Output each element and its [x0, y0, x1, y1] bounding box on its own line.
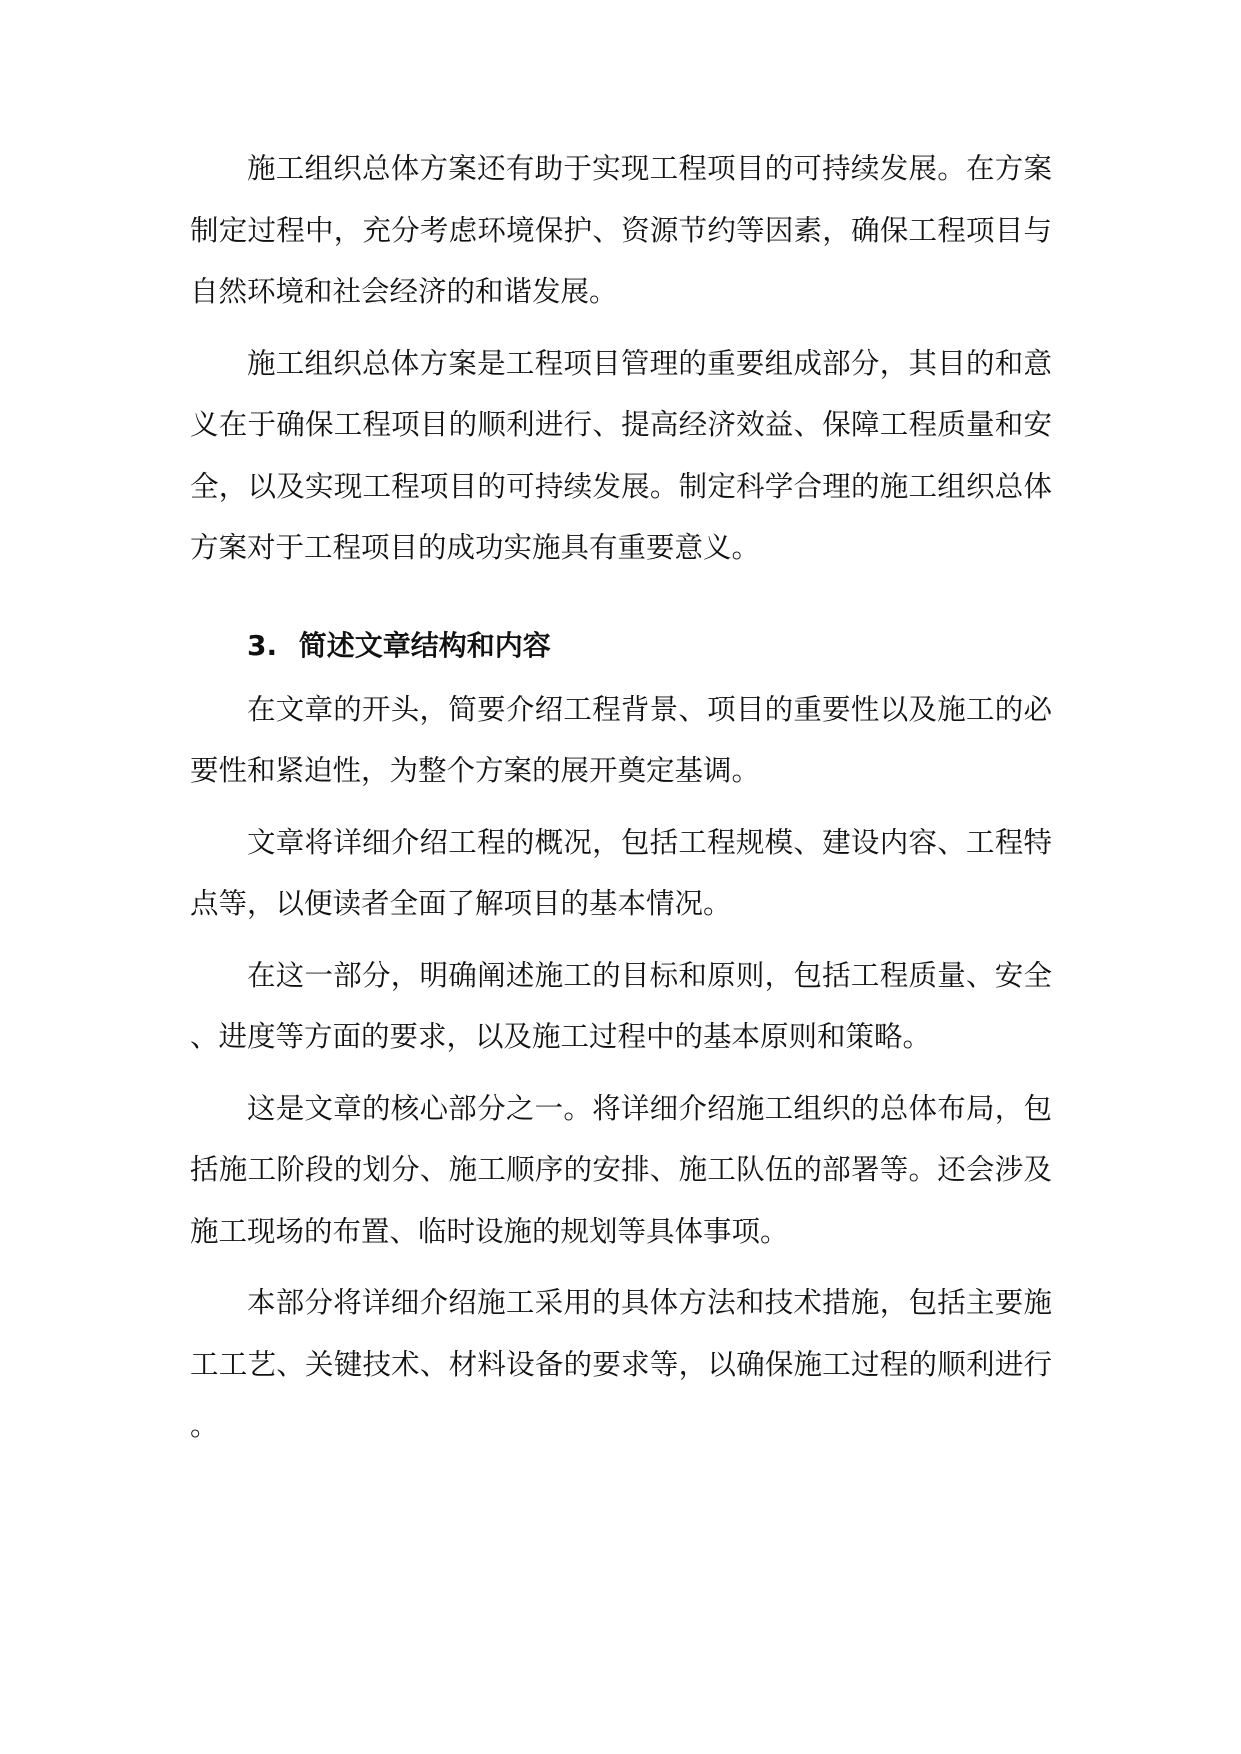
paragraph-goals-principles: 在这一部分，明确阐述施工的目标和原则，包括工程质量、安全、进度等方面的要求，以及施工过程中的基本原则和策略。 — [190, 958, 1052, 1053]
paragraph-plan-significance: 施工组织总体方案是工程项目管理的重要组成部分，其目的和意义在于确保工程项目的顺利进行、提高经济效益、保障工程质量和安全，以及实现工程项目的可持续发展。制定科学合理的施工组织总体方案对于工程项目的成功实施具有重要意义。 — [190, 346, 1052, 564]
section-title: 简述文章结构和内容 — [298, 628, 551, 662]
document-body — [190, 138, 1052, 1457]
section-heading — [190, 615, 1052, 679]
paragraph-overall-layout: 这是文章的核心部分之一。将详细介绍施工组织的总体布局，包括施工阶段的划分、施工顺序的安排、施工队伍的部署等。还会涉及施工现场的布置、临时设施的规划等具体事项。 — [190, 1091, 1052, 1248]
paragraph-methods-techniques: 本部分将详细介绍施工采用的具体方法和技术措施，包括主要施工工艺、关键技术、材料设备的要求等，以确保施工过程的顺利进行。 — [190, 1286, 1052, 1442]
paragraph-sustainable-development: 施工组织总体方案还有助于实现工程项目的可持续发展。在方案制定过程中，充分考虑环境保护、资源节约等因素，确保工程项目与自然环境和社会经济的和谐发展。 — [190, 152, 1052, 308]
section-number: 3. — [247, 628, 278, 662]
paragraph-introduction: 在文章的开头，简要介绍工程背景、项目的重要性以及施工的必要性和紧迫性，为整个方案的展开奠定基调。 — [190, 692, 1052, 787]
paragraph-project-overview: 文章将详细介绍工程的概况，包括工程规模、建设内容、工程特点等，以便读者全面了解项目的基本情况。 — [190, 825, 1052, 920]
